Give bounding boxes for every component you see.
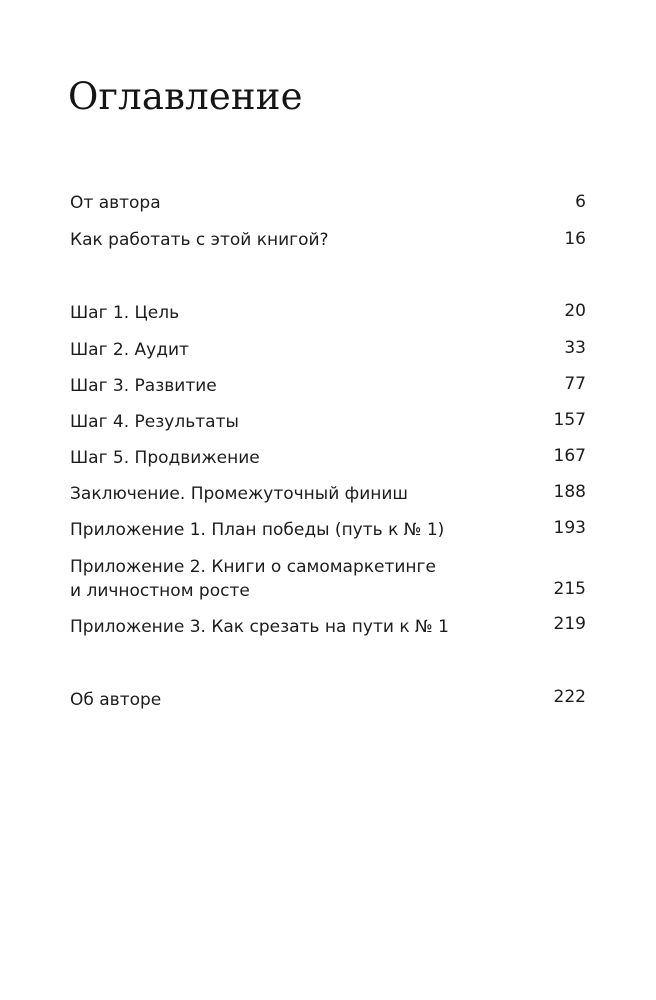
toc-entry-label: Об авторе xyxy=(70,690,162,710)
toc-entry-label: Шаг 5. Продвижение xyxy=(70,448,260,468)
toc-entry-page-number: 188 xyxy=(553,482,586,502)
page-title: Оглавление xyxy=(68,75,303,118)
toc-entry-page-number: 77 xyxy=(564,374,586,394)
toc-entry-label-line-2: и личностном росте xyxy=(70,581,250,601)
toc-entry-page-number: 33 xyxy=(564,338,586,358)
toc-entry-label-line-1: Приложение 2. Книги о самомаркетинге xyxy=(70,557,436,577)
toc-entry-label: От автора xyxy=(70,193,161,213)
toc-entry-label xyxy=(70,555,490,603)
toc-entry-page-number: 157 xyxy=(553,410,586,430)
toc-entry-label: Как работать с этой книгой? xyxy=(70,230,329,250)
toc-entry-label: Шаг 4. Результаты xyxy=(70,412,239,432)
toc-entry-label: Шаг 3. Развитие xyxy=(70,376,217,396)
toc-entry-page-number: 219 xyxy=(553,614,586,634)
toc-entry-label: Шаг 2. Аудит xyxy=(70,340,189,360)
toc-entry-page-number: 193 xyxy=(553,518,586,538)
toc-entry-page-number: 6 xyxy=(575,192,586,212)
toc-entry-label: Шаг 1. Цель xyxy=(70,303,180,323)
toc-entry-page-number: 222 xyxy=(553,687,586,707)
toc-entry-label: Заключение. Промежуточный финиш xyxy=(70,484,408,504)
toc-entry-page-number: 215 xyxy=(553,579,586,599)
toc-entry-page-number: 16 xyxy=(564,229,586,249)
toc-entry-page-number: 20 xyxy=(564,301,586,321)
toc-entry-label: Приложение 3. Как срезать на пути к № 1 xyxy=(70,617,449,637)
toc-entry-page-number: 167 xyxy=(553,446,586,466)
toc-entry-label: Приложение 1. План победы (путь к № 1) xyxy=(70,520,445,540)
